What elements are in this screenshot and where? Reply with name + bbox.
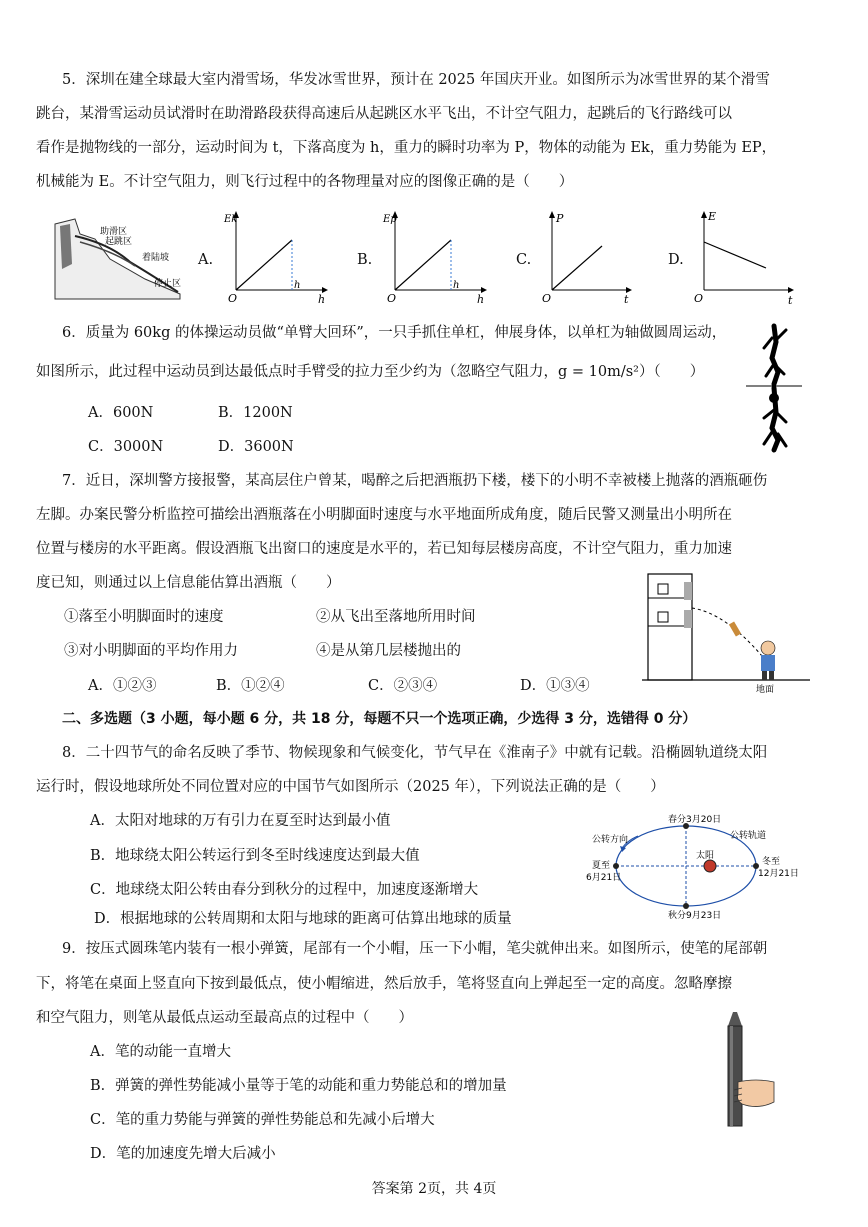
q7-item-1: ①落至小明脚面时的速度: [64, 609, 224, 625]
q8-option-c: C．地球绕太阳公转由春分到秋分的过程中，加速度逐渐增大: [90, 882, 479, 898]
graph-c-origin: O: [542, 292, 552, 305]
q6-option-b: B．1200N: [218, 405, 293, 421]
orbit-summer-date: 6月21日: [586, 873, 622, 883]
graph-b-origin: O: [387, 292, 397, 305]
q9-line-1: 9．按压式圆珠笔内装有一根小弹簧，尾部有一个小帽，压一下小帽，笔尖就伸出来。如图所示，使笔的尾部朝: [62, 941, 768, 957]
graph-a-letter: A.: [198, 252, 214, 268]
orbit-summer: 夏至: [592, 861, 611, 871]
orbit-sun: 太阳: [696, 851, 715, 861]
ski-jump-figure: [50, 214, 185, 304]
q7-option-d: D．①③④: [520, 678, 590, 694]
slope-label-3: 着陆坡: [142, 253, 170, 263]
orbit-spring: 春分3月20日: [668, 815, 722, 825]
graph-a-ylabel: Ek: [224, 214, 238, 225]
gymnast-figure: [746, 322, 806, 454]
q6-option-c: C．3000N: [88, 439, 164, 455]
orbit-winter: 冬至: [762, 857, 781, 867]
graph-d-ylabel: E: [708, 210, 717, 223]
q7-item-3: ③对小明脚面的平均作用力: [64, 643, 238, 659]
orbit-diagram: [582, 812, 812, 920]
q8-line-1: 8．二十四节气的命名反映了季节、物候现象和气候变化，节气早在《淮南子》中就有记载。沿椭圆轨道绕太阳: [62, 745, 768, 761]
graph-d: [692, 208, 802, 306]
graph-a-origin: O: [228, 292, 238, 305]
q9-option-a: A．笔的动能一直增大: [90, 1044, 231, 1060]
q7-line-4: 度已知，则通过以上信息能估算出酒瓶（ ）: [36, 575, 341, 591]
q5-line-1: 5．深圳在建全球最大室内滑雪场，华发冰雪世界，预计在 2025 年国庆开业。如图所示为冰雪世界的某个滑雪: [62, 72, 770, 88]
graph-b-mark: h: [453, 280, 460, 291]
q7-line-2: 左脚。办案民警分析监控可描绘出酒瓶落在小明脚面时速度与水平地面所成角度，随后民警又测量出小明所在: [36, 507, 732, 523]
graph-b-letter: B.: [357, 252, 373, 268]
graph-b: [381, 208, 491, 306]
q8-option-b: B．地球绕太阳公转运行到冬至时线速度达到最大值: [90, 848, 420, 864]
orbit-track: 公转轨道: [730, 831, 767, 841]
graph-d-origin: O: [694, 292, 704, 305]
graph-c-xlabel: t: [624, 293, 629, 306]
q6-option-d: D．3600N: [218, 439, 294, 455]
q8-option-a: A．太阳对地球的万有引力在夏至时达到最小值: [90, 813, 391, 829]
orbit-winter-date: 12月21日: [758, 869, 799, 879]
graph-a-xlabel: h: [318, 293, 326, 306]
graph-d-letter: D.: [668, 252, 684, 268]
section-2-heading: 二、多选题（3 小题，每小题 6 分，共 18 分，每题不只一个选项正确，少选得 3 分，选错得 0 分）: [62, 711, 697, 727]
slope-label-2: 起跳区: [105, 237, 133, 247]
orbit-direction: 公转方向: [592, 835, 629, 845]
graph-a-mark: h: [294, 280, 301, 291]
q7-line-3: 位置与楼房的水平距离。假设酒瓶飞出窗口的速度是水平的，若已知每层楼房高度，不计空气阻力，重力加速: [36, 541, 732, 557]
q7-option-a: A．①②③: [88, 678, 157, 694]
q7-line-1: 7．近日，深圳警方接报警，某高层住户曾某，喝醉之后把酒瓶扔下楼，楼下的小明不幸被楼上抛落的酒瓶砸伤: [62, 473, 768, 489]
graph-c-ylabel: P: [556, 212, 564, 225]
graph-c: [540, 208, 640, 306]
q9-option-d: D．笔的加速度先增大后减小: [90, 1146, 276, 1162]
q6-line-1: 6．质量为 60kg 的体操运动员做“单臂大回环”，一只手抓住单杠，伸展身体，以单杠为轴做圆周运动，: [62, 325, 727, 341]
q9-option-b: B．弹簧的弹性势能减小量等于笔的动能和重力势能总和的增加量: [90, 1078, 507, 1094]
graph-a: [222, 208, 332, 306]
q7-option-c: C．②③④: [368, 678, 438, 694]
slope-label-1: 助滑区: [100, 227, 128, 237]
q6-option-a: A．600N: [88, 405, 154, 421]
graph-b-xlabel: h: [477, 293, 485, 306]
q9-option-c: C．笔的重力势能与弹簧的弹性势能总和先减小后增大: [90, 1112, 435, 1128]
q7-option-b: B．①②④: [216, 678, 285, 694]
q5-line-2: 跳台，某滑雪运动员试滑时在助滑路段获得高速后从起跳区水平飞出，不计空气阻力，起跳后的飞行路线可以: [36, 106, 732, 122]
graph-b-ylabel: Ep: [383, 214, 397, 225]
q9-line-2: 下，将笔在桌面上竖直向下按到最低点，使小帽缩进，然后放手，笔将竖直向上弹起至一定的高度。忽略摩擦: [36, 976, 732, 992]
q8-line-2: 运行时，假设地球所处不同位置对应的中国节气如图所示（2025 年），下列说法正确的是（ ）: [36, 779, 665, 795]
q7-item-4: ④是从第几层楼抛出的: [316, 643, 461, 659]
q8-option-d: D．根据地球的公转周期和太阳与地球的距离可估算出地球的质量: [94, 911, 512, 927]
graph-c-letter: C.: [516, 252, 532, 268]
slope-label-4: 停止区: [154, 279, 182, 289]
page-footer: 答案第 2页，共 4页: [371, 1181, 497, 1197]
q5-line-3: 看作是抛物线的一部分，运动时间为 t，下落高度为 h，重力的瞬时功率为 P，物体的动能为 Ek，重力势能为 EP，: [36, 140, 777, 156]
q5-line-4: 机械能为 E。不计空气阻力，则飞行过程中的各物理量对应的图像正确的是（ ）: [36, 174, 574, 190]
graph-d-xlabel: t: [788, 294, 793, 306]
orbit-autumn: 秋分9月23日: [668, 911, 722, 920]
ground-label: 地面: [756, 685, 775, 695]
building-figure: [640, 568, 820, 698]
q9-line-3: 和空气阻力，则笔从最低点运动至最高点的过程中（ ）: [36, 1010, 413, 1026]
pen-figure: [712, 1010, 782, 1128]
q7-item-2: ②从飞出至落地所用时间: [316, 609, 476, 625]
q6-line-2: 如图所示，此过程中运动员到达最低点时手臂受的拉力至少约为（忽略空气阻力，g = 10m/s²）（ ）: [36, 364, 705, 380]
